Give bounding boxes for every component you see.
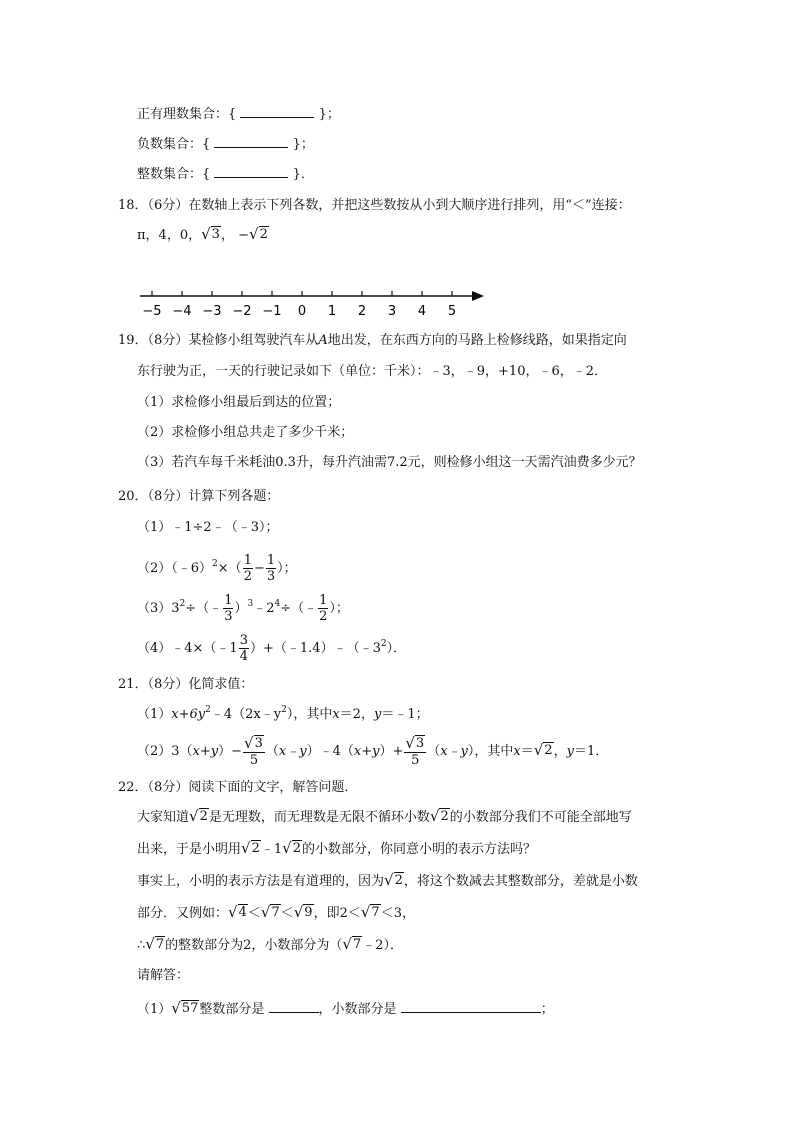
separator: ， [220, 228, 234, 243]
q22-line3 [137, 872, 638, 892]
set-label: 整数集合：{ [137, 167, 211, 182]
expr-var: y [566, 744, 574, 759]
expr-text: ）+（﹣1.4）﹣（﹣3 [250, 641, 381, 656]
para-text: 部分．又例如： [137, 906, 229, 921]
q19-text: 地出发，在东西方向的马路上检修线路，如果指定向 [327, 333, 627, 348]
expr-text: ）； [329, 601, 349, 616]
fraction: √ 3 5 [405, 734, 425, 768]
expr-text: ×（ [217, 561, 242, 576]
sqrt-7: √ 7 [342, 935, 362, 953]
expr-var: x [513, 744, 521, 759]
para-text: （1） [137, 1002, 172, 1017]
tick-label: −1 [262, 304, 282, 319]
expr-text: （1） [137, 707, 172, 722]
para-text: ，小数部分是 [318, 1002, 397, 1017]
expr-text: ）； [277, 561, 297, 576]
sqrt-2: √ 2 [384, 871, 403, 889]
point-a-var: A [318, 333, 328, 348]
q20-part3 [137, 592, 349, 626]
minus-sign: − [253, 561, 265, 576]
para-text: ，即2＜ [313, 906, 361, 921]
expr-text: ）+ [379, 744, 404, 759]
numbers-text: π，4，0， [137, 228, 202, 243]
para-text: 的小数部分，你同意小明的表示方法吗？ [301, 842, 536, 857]
para-text: 整数部分是 [199, 1002, 265, 1017]
tick-label: −3 [202, 304, 222, 319]
expr-text: ＝﹣1； [381, 707, 429, 722]
set-close: }； [318, 107, 340, 122]
sqrt-57: √ 57 [171, 999, 199, 1017]
para-text: ； [540, 1002, 554, 1017]
expr-text: （4）﹣4×（﹣1 [137, 641, 238, 656]
para-text: 的小数部分我们不可能全部地写 [449, 810, 632, 825]
q21-part2 [137, 733, 608, 771]
expr-text: ÷（﹣ [185, 601, 223, 616]
less-than: ＜ [247, 906, 261, 921]
expr-text: （2）3（ [137, 744, 193, 759]
expr-text: （3）3 [137, 601, 180, 616]
para-text: ＜3， [380, 906, 415, 921]
q21-part1 [137, 705, 429, 725]
q19-record: 东行驶为正，一天的行驶记录如下（单位：千米）：﹣3，﹣9，+10，﹣6，﹣2． [137, 364, 608, 379]
fraction: √ 3 5 [244, 734, 263, 768]
exponent: 2 [205, 705, 211, 715]
expr-text: ）﹣4（ [306, 744, 354, 759]
answer-blank[interactable] [214, 133, 288, 148]
q22-line4 [137, 904, 415, 924]
sqrt-7: √ 7 [360, 903, 380, 921]
fraction: $\frac{1}{3}$ [266, 553, 276, 584]
fraction: $\frac{1}{2}$ [319, 593, 328, 624]
q22-heading: 22．（8分）阅读下面的文字，解答问题． [118, 780, 358, 795]
para-text: 的整数部分为2，小数部分为（ [165, 938, 343, 953]
tick-label: −2 [232, 304, 252, 319]
sqrt-2: √ 2 [429, 807, 449, 825]
sqrt-3: √ 3 [201, 225, 220, 243]
answer-blank[interactable] [240, 103, 314, 118]
expr-text: ﹣2 [253, 601, 275, 616]
para-text: 是无理数，而无理数是无限不循环小数 [208, 810, 430, 825]
q18-numbers [137, 226, 269, 246]
sqrt-2: √ 2 [241, 839, 260, 857]
para-text: 出来，于是小明用 [137, 842, 242, 857]
tick-label: −4 [172, 304, 192, 319]
minus-sign: − [238, 228, 249, 243]
exponent: 2 [281, 705, 287, 715]
positive-rational-set [137, 103, 340, 123]
expr-var: x+y [353, 744, 380, 759]
expr-text: ），其中 [467, 744, 514, 759]
expr-text: ）− [218, 744, 243, 759]
q21-heading: 21．（8分）化简求值： [118, 677, 254, 692]
q19-part1: （1）求检修小组最后到达的位置； [137, 395, 341, 410]
tick-label: 4 [417, 304, 427, 319]
sqrt-7: √ 7 [260, 903, 280, 921]
q19-heading [118, 331, 627, 351]
q20-part2 [137, 552, 297, 586]
expr-text: （ [265, 744, 279, 759]
expr-var: y [373, 707, 382, 722]
tick-label: 2 [357, 304, 367, 319]
expr-text: ﹣4（2x﹣y [210, 707, 282, 722]
set-close: }． [292, 167, 314, 182]
expr-text: ＝ [520, 744, 534, 759]
expr-text: ），其中 [286, 707, 333, 722]
expr-var: x+y [192, 744, 219, 759]
q22-line5 [137, 936, 403, 956]
sqrt-2: √ 2 [282, 839, 301, 857]
exponent: 2 [380, 639, 387, 649]
exponent: 3 [247, 599, 254, 609]
expr-var: x [332, 707, 340, 722]
expr-text: ＝2， [339, 707, 374, 722]
sqrt-2: √ 2 [189, 807, 208, 825]
q19-text: 19．（8分）某检修小组驾驶汽车从 [118, 333, 319, 348]
expr-text: ＝1． [573, 744, 609, 759]
para-text: 事实上，小明的表示方法是有道理的，因为 [137, 874, 385, 889]
expr-var: x﹣y [278, 744, 307, 759]
number-line-arrow [472, 291, 484, 301]
set-label: 负数集合：{ [137, 137, 211, 152]
expr-text: ）． [386, 641, 407, 656]
expr-var: x﹣y [440, 744, 468, 759]
fraction: $\frac{1}{2}$ [243, 553, 252, 584]
negative-set [137, 133, 314, 153]
q20-heading: 20．（8分）计算下列各题： [118, 489, 280, 504]
exponent: 2 [179, 599, 186, 609]
tick-label: −5 [142, 304, 162, 319]
expr-text: ） [234, 601, 248, 616]
therefore-sign: ∴ [137, 938, 146, 953]
para-text: ﹣2）． [362, 938, 404, 953]
para-text: ﹣1 [260, 842, 283, 857]
q22-line1 [137, 808, 632, 828]
q20-part1: （1）﹣1÷2﹣（﹣3）； [137, 520, 279, 535]
sqrt-9: √ 9 [293, 903, 313, 921]
integer-part-blank[interactable] [269, 998, 319, 1013]
q19-part3: （3）若汽车每千米耗油0.3升，每升汽油需7.2元，则检修小组这一天需汽油费多少元？ [137, 455, 642, 470]
decimal-part-blank[interactable] [401, 998, 541, 1013]
sqrt-4: √ 4 [228, 903, 247, 921]
sqrt-2: √ 2 [249, 225, 268, 243]
q22-part1 [137, 998, 554, 1018]
less-than: ＜ [280, 906, 294, 921]
para-text: 大家知道 [137, 810, 190, 825]
answer-blank[interactable] [214, 163, 288, 178]
integer-set [137, 163, 314, 183]
expr-text: ÷（﹣ [280, 601, 318, 616]
q18-heading: 18．（6分）在数轴上表示下列各数，并把这些数按从小到大顺序进行排列，用“＜”连接： [118, 198, 631, 213]
expr-text: （ [427, 744, 441, 759]
tick-label: 5 [447, 304, 457, 319]
exponent: 2 [212, 559, 218, 569]
exponent: 4 [274, 599, 281, 609]
q19-part2: （2）求检修小组总共走了多少千米； [137, 425, 354, 440]
q22-line2 [137, 840, 536, 860]
sqrt-7: √ 7 [145, 935, 165, 953]
expr-text: （2）（﹣6） [137, 561, 213, 576]
expr-text: ， [553, 744, 567, 759]
expr-var: x+6y [171, 707, 206, 722]
q20-part4 [137, 632, 406, 666]
para-text: ，将这个数减去其整数部分，差就是小数 [403, 874, 638, 889]
fraction: $\frac{1}{3}$ [224, 593, 233, 624]
tick-label: 0 [297, 304, 307, 319]
number-line [136, 284, 486, 320]
sqrt-2: √ 2 [533, 741, 553, 759]
fraction: $\frac{3}{4}$ [239, 633, 248, 664]
set-label: 正有理数集合：{ [137, 107, 237, 122]
q22-prompt: 请解答： [137, 968, 190, 983]
tick-label: 3 [387, 304, 397, 319]
set-close: }； [292, 137, 314, 152]
tick-label: 1 [327, 304, 337, 319]
